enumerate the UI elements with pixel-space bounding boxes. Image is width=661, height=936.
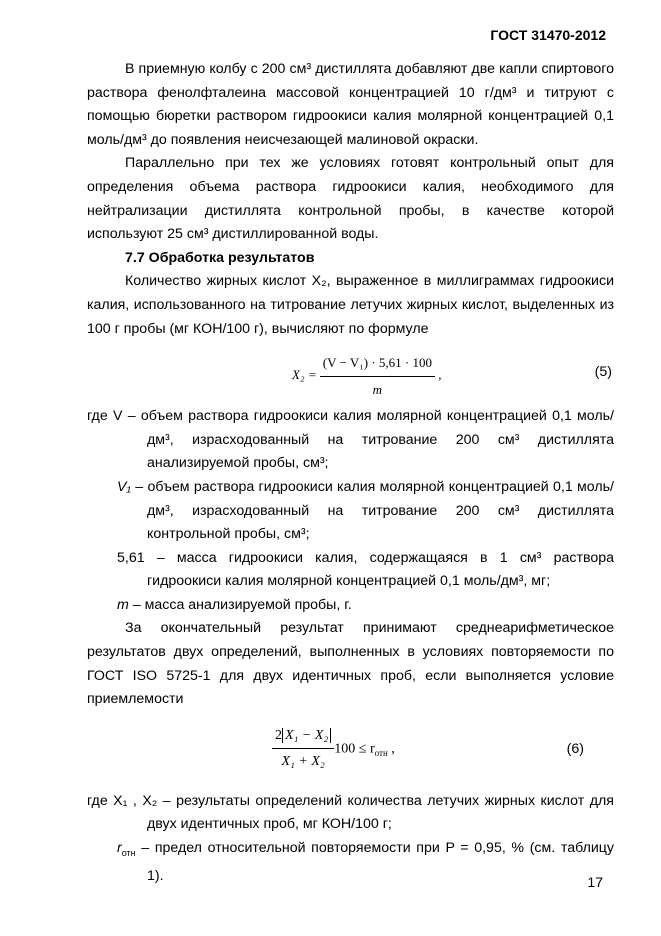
formula-6-coefficient: 2	[275, 727, 282, 743]
formula-6	[87, 724, 614, 780]
definition-symbol: 5,61	[117, 549, 145, 566]
definition-symbol: m	[117, 596, 129, 613]
formula-5-lhs: X₂ =	[292, 367, 317, 383]
formula-6-numerator	[272, 724, 334, 750]
formula-5-expression	[292, 351, 441, 401]
definition-symbol: V₁	[117, 478, 131, 495]
formula-5-comma: ,	[438, 367, 442, 383]
definition-text: – объем раствора гидроокиси калия молярной концентрацией 0,1 моль/дм³, израсходованный на титрование 200 см³ дистиллята анализируемой пробы, см³;	[127, 408, 614, 472]
formula-6-number: (6)	[566, 740, 584, 757]
definition-text: – масса гидроокиси калия, содержащаяся в 1 см³ раствора гидроокиси калия молярной концентрацией 0,1 моль/дм³, мг;	[147, 549, 614, 590]
formula-6-comma: ,	[391, 741, 395, 757]
formula-6-rhs-subscript: отн	[374, 747, 388, 758]
formula-5-number: (5)	[594, 364, 612, 381]
formula-5-denominator: m	[372, 381, 383, 397]
standard-header: ГОСТ 31470-2012	[490, 27, 606, 43]
definition-symbol: где X₁ , X₂	[87, 792, 158, 809]
page-number: 17	[587, 874, 603, 890]
definitions-formula-6	[87, 790, 614, 889]
formula-5	[87, 351, 614, 399]
definitions-formula-5	[87, 405, 614, 617]
definition-text: – предел относительной повторяемости при P = 0,95, % (см. таблицу 1).	[141, 840, 614, 885]
formula-6-denominator: X₁ + X₂	[281, 754, 325, 770]
paragraph-control-test: Параллельно при тех же условиях готовят контрольный опыт для определения объема раствора гидроокиси калия, необходимого для нейтрализации дистиллята контрольной пробы, в качестве которой используют 25 см³ дистиллированной воды.	[87, 155, 614, 243]
paragraph-fatty-acids: Количество жирных кислот X₂, выраженное в миллиграммах гидроокиси калия, использованного на титрование летучих жирных кислот, выделенных из 100 г пробы (мг КОН/100 г), вычисляют по формуле	[87, 273, 614, 337]
definition-symbol: где V	[87, 408, 123, 425]
definition-symbol: r	[117, 840, 122, 857]
formula-6-abs-difference: X₁ − X₂	[282, 728, 331, 743]
definition-item	[87, 594, 614, 618]
definition-symbol-subscript: отн	[121, 847, 136, 858]
formula-5-fraction	[320, 351, 435, 401]
document-body	[87, 58, 614, 889]
definition-item	[87, 476, 614, 547]
definition-item	[87, 405, 614, 476]
definition-item	[87, 837, 614, 889]
formula-6-rhs: 100 ≤ r	[334, 741, 375, 757]
formula-6-fraction	[272, 724, 334, 774]
section-heading: 7.7 Обработка результатов	[125, 249, 315, 266]
paragraph-titration: В приемную колбу с 200 см³ дистиллята добавляют две капли спиртового раствора фенолфталеина массовой концентрацией 10 г/дм³ и титруют с помощью бюретки раствором гидроокиси калия молярной концентрацией 0,1 моль/дм³ до появления неисчезающей малиновой окраски.	[87, 61, 614, 148]
formula-6-expression	[272, 724, 395, 774]
definition-item	[87, 547, 614, 594]
definition-text: – масса анализируемой пробы, г.	[132, 596, 352, 613]
definition-item	[87, 790, 614, 837]
definition-text: – результаты определений количества летучих жирных кислот для двух идентичных проб, мг КОН/100 г;	[147, 792, 614, 833]
formula-5-numerator: (V − V₁) · 5,61 · 100	[320, 351, 435, 377]
definition-text: – объем раствора гидроокиси калия молярной концентрацией 0,1 моль/дм³, израсходованный на титрование 200 см³ дистиллята контрольной пробы, см³;	[135, 478, 614, 543]
paragraph-final-result: За окончательный результат принимают среднеарифметическое результатов двух определений, выполненных в условиях повторяемости по ГОСТ ISO 5725-1 для двух идентичных проб, если выполняется условие приемлемости	[87, 620, 614, 708]
